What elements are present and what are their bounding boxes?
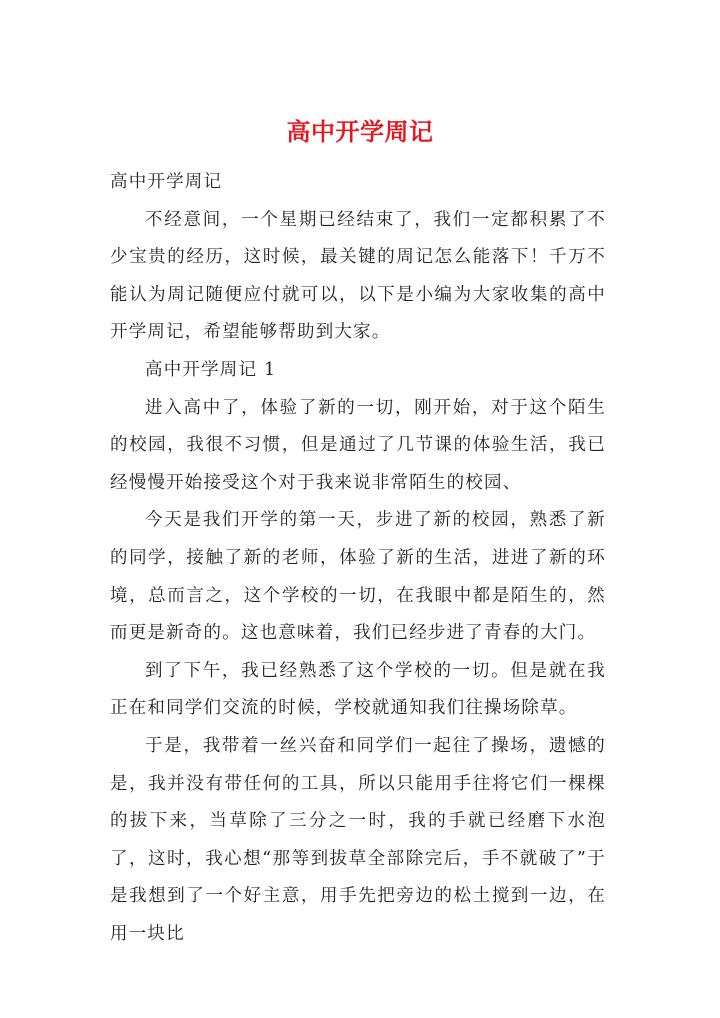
paragraph: 于是，我带着一丝兴奋和同学们一起往了操场，遗憾的是，我并没有带任何的工具，所以只能用手往将它们一棵棵的拔下来，当草除了三分之一时，我的手就已经磨下水泡了，这时，我心想“那等到拔草全部除完后，手不就破了”于是我想到了一个好主意，用手先把旁边的松土搅到一边，在用一块比 [110, 735, 606, 944]
paragraph: 到了下午，我已经熟悉了这个学校的一切。但是就在我正在和同学们交流的时候，学校就通知我们往操场除草。 [110, 660, 606, 719]
paragraph-heading: 高中开学周记 [110, 172, 223, 192]
document-title: 高中开学周记 [286, 118, 434, 146]
paragraph: 进入高中了，体验了新的一切，刚开始，对于这个陌生的校园，我很不习惯，但是通过了几节课的体验生活，我已经慢慢开始接受这个对于我来说非常陌生的校园、 [110, 397, 606, 493]
paragraph-intro: 不经意间，一个星期已经结束了，我们一定都积累了不少宝贵的经历，这时候，最关键的周记怎么能落下！千万不能认为周记随便应付就可以，以下是小编为大家收集的高中开学周记，希望能够帮助到大家。 [110, 209, 606, 343]
document-body [110, 164, 606, 953]
paragraph: 今天是我们开学的第一天，步进了新的校园，熟悉了新的同学，接触了新的老师，体验了新的生活，进进了新的环境，总而言之，这个学校的一切，在我眼中都是陌生的，然而更是新奇的。这也意味着，我们已经步进了青春的大门。 [110, 510, 606, 644]
section-heading: 高中开学周记 1 [145, 359, 277, 380]
